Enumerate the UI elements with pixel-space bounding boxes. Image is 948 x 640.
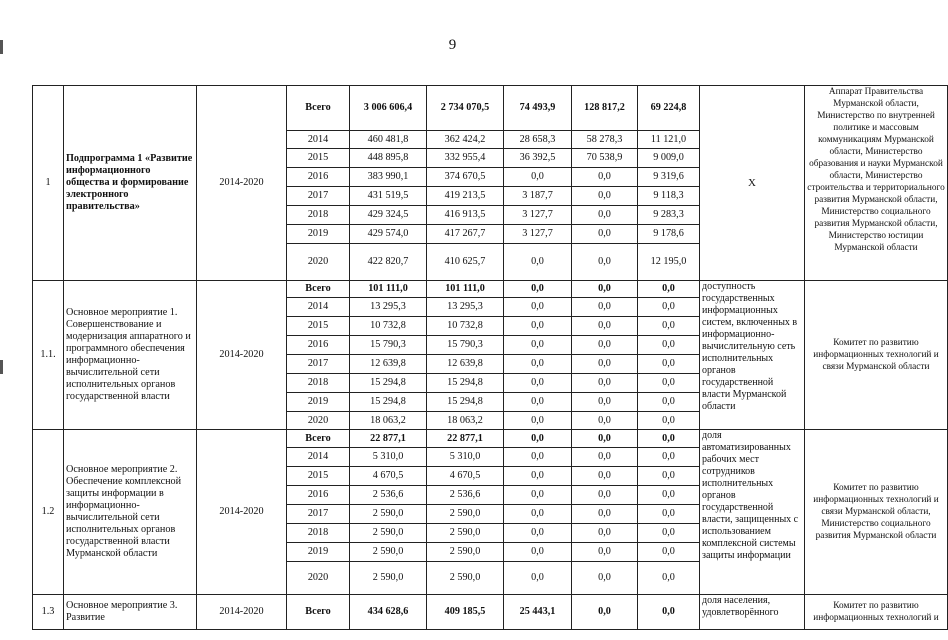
amount-cell: 0,0 (504, 543, 572, 562)
amount-cell: 128 817,2 (572, 86, 638, 131)
amount-cell: 0,0 (572, 206, 638, 225)
amount-cell: 0,0 (572, 543, 638, 562)
amount-cell: 0,0 (504, 486, 572, 505)
year-cell: 2017 (287, 355, 350, 374)
item-name: Подпрограмма 1 «Развитие информационного общества и формирование электронного правительства» (64, 86, 197, 281)
indicator-cell: доля населения, удовлетворённого (700, 595, 805, 630)
amount-cell: 0,0 (638, 317, 700, 336)
amount-cell: 0,0 (504, 448, 572, 467)
amount-cell: 74 493,9 (504, 86, 572, 131)
amount-cell: 0,0 (572, 281, 638, 298)
year-cell: 2018 (287, 206, 350, 225)
page-number: 9 (448, 37, 457, 53)
item-number: 1.1. (33, 281, 64, 430)
amount-cell: 9 009,0 (638, 149, 700, 168)
item-period: 2014-2020 (197, 430, 287, 595)
amount-cell: 69 224,8 (638, 86, 700, 131)
year-cell: 2014 (287, 298, 350, 317)
item-name: Основное мероприятие 1. Совершенствование и модернизация аппаратного и программного обеспечения информационно-вычислительной сети исполнительных органов государственной власти (64, 281, 197, 430)
amount-cell: 4 670,5 (350, 467, 427, 486)
amount-cell: 9 319,6 (638, 168, 700, 187)
amount-cell: 2 590,0 (427, 562, 504, 595)
amount-cell: 0,0 (572, 298, 638, 317)
amount-cell: 429 574,0 (350, 225, 427, 244)
amount-cell: 0,0 (638, 524, 700, 543)
amount-cell: 0,0 (572, 467, 638, 486)
amount-cell: 0,0 (572, 486, 638, 505)
table-row (33, 281, 948, 298)
year-cell: 2018 (287, 524, 350, 543)
amount-cell: 410 625,7 (427, 244, 504, 281)
amount-cell: 0,0 (638, 448, 700, 467)
table-row (33, 430, 948, 448)
indicator-cell: доля автоматизированных рабочих мест сотрудников исполнительных органов государственной власти, защищенных с использованием комплексной системы защиты информации (700, 430, 805, 595)
amount-cell: 2 734 070,5 (427, 86, 504, 131)
amount-cell: 417 267,7 (427, 225, 504, 244)
amount-cell: 0,0 (572, 448, 638, 467)
amount-cell: 101 111,0 (427, 281, 504, 298)
amount-cell: 58 278,3 (572, 131, 638, 149)
amount-cell: 0,0 (504, 281, 572, 298)
amount-cell: 5 310,0 (350, 448, 427, 467)
amount-cell: 2 590,0 (427, 505, 504, 524)
total-label: Всего (287, 430, 350, 448)
scan-edge-mark (0, 360, 3, 374)
amount-cell: 0,0 (572, 374, 638, 393)
year-cell: 2019 (287, 393, 350, 412)
table-row (33, 86, 948, 131)
amount-cell: 0,0 (504, 355, 572, 374)
amount-cell: 0,0 (638, 298, 700, 317)
year-cell: 2014 (287, 131, 350, 149)
year-cell: 2019 (287, 543, 350, 562)
year-cell: 2017 (287, 505, 350, 524)
amount-cell: 0,0 (504, 393, 572, 412)
amount-cell: 431 519,5 (350, 187, 427, 206)
amount-cell: 419 213,5 (427, 187, 504, 206)
amount-cell: 0,0 (572, 412, 638, 430)
amount-cell: 0,0 (638, 412, 700, 430)
amount-cell: 0,0 (638, 281, 700, 298)
amount-cell: 0,0 (504, 244, 572, 281)
amount-cell: 9 118,3 (638, 187, 700, 206)
amount-cell: 416 913,5 (427, 206, 504, 225)
year-cell: 2018 (287, 374, 350, 393)
year-cell: 2017 (287, 187, 350, 206)
amount-cell: 374 670,5 (427, 168, 504, 187)
amount-cell: 22 877,1 (350, 430, 427, 448)
year-cell: 2019 (287, 225, 350, 244)
amount-cell: 332 955,4 (427, 149, 504, 168)
amount-cell: 0,0 (572, 393, 638, 412)
item-name: Основное мероприятие 2. Обеспечение комплексной защиты информации в информационно-вычислительной сети исполнительных органов государственной власти Мурманской области (64, 430, 197, 595)
amount-cell: 15 294,8 (350, 393, 427, 412)
amount-cell: 0,0 (638, 336, 700, 355)
item-number: 1 (33, 86, 64, 281)
year-cell: 2016 (287, 486, 350, 505)
year-cell: 2015 (287, 317, 350, 336)
amount-cell: 0,0 (638, 355, 700, 374)
amount-cell: 448 895,8 (350, 149, 427, 168)
amount-cell: 15 790,3 (350, 336, 427, 355)
amount-cell: 0,0 (504, 467, 572, 486)
amount-cell: 70 538,9 (572, 149, 638, 168)
amount-cell: 0,0 (638, 486, 700, 505)
amount-cell: 2 590,0 (350, 543, 427, 562)
item-number: 1.2 (33, 430, 64, 595)
amount-cell: 18 063,2 (350, 412, 427, 430)
amount-cell: 2 536,6 (350, 486, 427, 505)
amount-cell: 3 127,7 (504, 206, 572, 225)
amount-cell: 0,0 (638, 505, 700, 524)
year-cell: 2016 (287, 336, 350, 355)
amount-cell: 0,0 (504, 298, 572, 317)
amount-cell: 101 111,0 (350, 281, 427, 298)
amount-cell: 0,0 (638, 374, 700, 393)
amount-cell: 0,0 (572, 430, 638, 448)
item-period: 2014-2020 (197, 595, 287, 630)
total-label: Всего (287, 281, 350, 298)
amount-cell: 0,0 (504, 317, 572, 336)
amount-cell: 0,0 (572, 317, 638, 336)
total-label: Всего (287, 595, 350, 630)
amount-cell: 0,0 (572, 355, 638, 374)
item-period: 2014-2020 (197, 86, 287, 281)
table-row (33, 595, 948, 630)
amount-cell: 460 481,8 (350, 131, 427, 149)
amount-cell: 10 732,8 (427, 317, 504, 336)
amount-cell: 2 590,0 (350, 505, 427, 524)
executor-cell: Комитет по развитию информационных технологий и (805, 595, 948, 630)
item-name: Основное мероприятие 3. Развитие (64, 595, 197, 630)
amount-cell: 2 590,0 (350, 524, 427, 543)
total-label: Всего (287, 86, 350, 131)
scan-edge-mark (0, 40, 3, 54)
item-number: 1.3 (33, 595, 64, 630)
amount-cell: 383 990,1 (350, 168, 427, 187)
budget-table (32, 85, 948, 630)
amount-cell: 0,0 (638, 430, 700, 448)
amount-cell: 422 820,7 (350, 244, 427, 281)
year-cell: 2015 (287, 467, 350, 486)
amount-cell: 0,0 (572, 187, 638, 206)
amount-cell: 2 590,0 (350, 562, 427, 595)
amount-cell: 22 877,1 (427, 430, 504, 448)
amount-cell: 409 185,5 (427, 595, 504, 630)
amount-cell: 429 324,5 (350, 206, 427, 225)
indicator-cell: X (700, 86, 805, 281)
amount-cell: 12 639,8 (350, 355, 427, 374)
amount-cell: 0,0 (572, 168, 638, 187)
amount-cell: 25 443,1 (504, 595, 572, 630)
year-cell: 2020 (287, 412, 350, 430)
amount-cell: 2 536,6 (427, 486, 504, 505)
amount-cell: 15 790,3 (427, 336, 504, 355)
amount-cell: 15 294,8 (350, 374, 427, 393)
amount-cell: 9 178,6 (638, 225, 700, 244)
amount-cell: 0,0 (572, 595, 638, 630)
amount-cell: 13 295,3 (427, 298, 504, 317)
amount-cell: 9 283,3 (638, 206, 700, 225)
amount-cell: 10 732,8 (350, 317, 427, 336)
amount-cell: 0,0 (572, 505, 638, 524)
amount-cell: 434 628,6 (350, 595, 427, 630)
amount-cell: 13 295,3 (350, 298, 427, 317)
amount-cell: 0,0 (504, 505, 572, 524)
executor-cell: Комитет по развитию информационных технологий и связи Мурманской области (805, 281, 948, 430)
amount-cell: 0,0 (638, 393, 700, 412)
amount-cell: 2 590,0 (427, 524, 504, 543)
amount-cell: 0,0 (504, 374, 572, 393)
amount-cell: 0,0 (572, 562, 638, 595)
executor-cell: Аппарат Правительства Мурманской области, Министерство по внутренней политике и массовым коммуникациям Мурманской области, Министерство образования и науки Мурманской области, Министерство строительства и территориального развития Мурманской области, Министерство социального развития Мурманской области, Министерство юстиции Мурманской области (805, 86, 948, 281)
amount-cell: 2 590,0 (427, 543, 504, 562)
amount-cell: 0,0 (504, 412, 572, 430)
executor-cell: Комитет по развитию информационных технологий и связи Мурманской области, Министерство социального развития Мурманской области (805, 430, 948, 595)
amount-cell: 0,0 (572, 225, 638, 244)
amount-cell: 0,0 (638, 467, 700, 486)
amount-cell: 0,0 (638, 562, 700, 595)
amount-cell: 362 424,2 (427, 131, 504, 149)
amount-cell: 0,0 (504, 430, 572, 448)
year-cell: 2020 (287, 244, 350, 281)
year-cell: 2020 (287, 562, 350, 595)
amount-cell: 5 310,0 (427, 448, 504, 467)
amount-cell: 0,0 (572, 336, 638, 355)
amount-cell: 0,0 (638, 543, 700, 562)
amount-cell: 0,0 (504, 336, 572, 355)
amount-cell: 3 006 606,4 (350, 86, 427, 131)
amount-cell: 15 294,8 (427, 393, 504, 412)
amount-cell: 18 063,2 (427, 412, 504, 430)
amount-cell: 4 670,5 (427, 467, 504, 486)
amount-cell: 0,0 (638, 595, 700, 630)
amount-cell: 0,0 (572, 244, 638, 281)
amount-cell: 28 658,3 (504, 131, 572, 149)
amount-cell: 3 187,7 (504, 187, 572, 206)
amount-cell: 12 195,0 (638, 244, 700, 281)
amount-cell: 0,0 (504, 524, 572, 543)
year-cell: 2015 (287, 149, 350, 168)
item-period: 2014-2020 (197, 281, 287, 430)
amount-cell: 0,0 (504, 168, 572, 187)
amount-cell: 15 294,8 (427, 374, 504, 393)
year-cell: 2016 (287, 168, 350, 187)
indicator-cell: доступность государственных информационных систем, включенных в информационно-вычислительную сеть исполнительных органов государственной власти Мурманской области (700, 281, 805, 430)
year-cell: 2014 (287, 448, 350, 467)
amount-cell: 0,0 (504, 562, 572, 595)
amount-cell: 3 127,7 (504, 225, 572, 244)
amount-cell: 12 639,8 (427, 355, 504, 374)
amount-cell: 11 121,0 (638, 131, 700, 149)
amount-cell: 36 392,5 (504, 149, 572, 168)
amount-cell: 0,0 (572, 524, 638, 543)
